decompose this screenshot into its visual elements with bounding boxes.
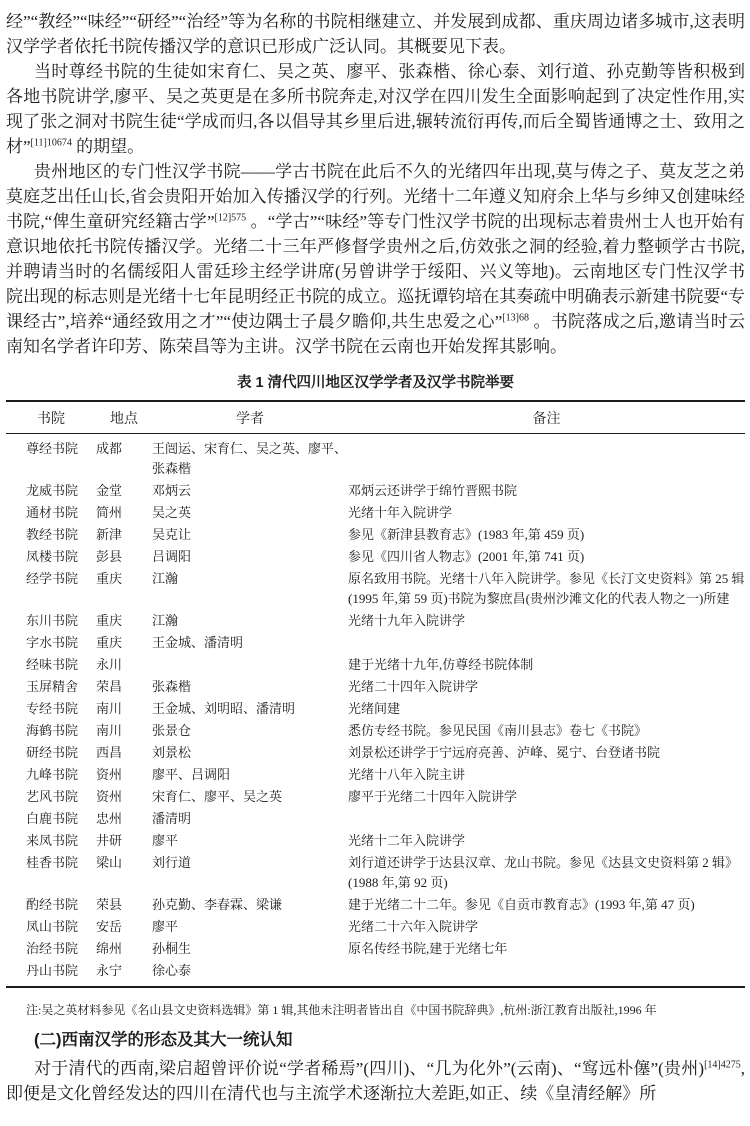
table-cell: 酌经书院: [26, 897, 79, 912]
table-cell: 光绪十八年入院主讲: [348, 767, 466, 782]
paragraph-guizhou-yunnan: [6, 159, 745, 359]
col-header-place: 地点: [96, 401, 152, 434]
table-cell: 吕调阳: [152, 549, 192, 564]
paragraph-southwest: [6, 1056, 745, 1106]
table-cell: 西昌: [96, 745, 123, 760]
table-cell: 来凤书院: [26, 833, 79, 848]
citation-marker: [14]4275: [704, 1059, 741, 1071]
table-cell: 永川: [96, 657, 123, 672]
table-row: [6, 916, 745, 938]
paragraph-text: 的期望。: [71, 137, 145, 156]
table-cell: 悉仿专经书院。参见民国《南川县志》卷七《书院》: [348, 723, 648, 738]
table-cell: 孙桐生: [152, 941, 192, 956]
table-cell: 新津: [96, 527, 123, 542]
table-cell: 治经书院: [26, 941, 79, 956]
table-cell: 彭县: [96, 549, 123, 564]
table-row: [6, 808, 745, 830]
table-cell: 资州: [96, 767, 123, 782]
table-cell: 光绪十二年入院讲学: [348, 833, 466, 848]
paragraph-text: 。书院落成之后,邀请当时云南知名学者许印芳、陈荣昌等为主讲。汉学书院在云南也开始发挥其影响。: [6, 312, 746, 356]
paragraph-text: 当时尊经书院的生徒如宋育仁、吴之英、廖平、张森楷、徐心泰、刘行道、孙克勤等皆积极到各地书院讲学,廖平、吴之英更是在多所书院奔走,对汉学在四川发生全面影响起到了决定性作用,实现了张之洞对书院生徒“学成而归,各以倡导其乡里后进,辗转流衍再传,而后全蜀皆通博之士、致用之材”: [6, 62, 745, 156]
table-row: [6, 654, 745, 676]
table-body: [6, 434, 745, 988]
table-cell: 绵州: [96, 941, 123, 956]
table-cell: 建于光绪二十二年。参见《自贡市教育志》(1993 年,第 47 页): [348, 897, 695, 912]
table-cell: 建于光绪十九年,仿尊经书院体制: [348, 657, 534, 672]
paragraph-continuation: 经”“教经”“味经”“研经”“治经”等为名称的书院相继建立、并发展到成都、重庆周边诸多城市,这表明汉学学者依托书院传播汉学的意识已形成广泛认同。其概要见下表。: [6, 12, 745, 56]
table-row: [6, 568, 745, 610]
table-cell: 白鹿书院: [26, 811, 79, 826]
table-cell: 孙克勤、李春霖、梁谦: [152, 897, 283, 912]
table-cell: [348, 960, 745, 987]
table-cell: 廖平: [152, 919, 179, 934]
table-cell: 参见《四川省人物志》(2001 年,第 741 页): [348, 549, 585, 564]
table-cell: 丹山书院: [26, 963, 79, 978]
table-row: [6, 434, 745, 481]
table-cell: 简州: [96, 505, 123, 520]
table-cell: 安岳: [96, 919, 123, 934]
table-cell: 桂香书院: [26, 855, 79, 870]
paragraph-scholars: [6, 59, 745, 159]
table-row: [6, 894, 745, 916]
table-cell: 光绪十年入院讲学: [348, 505, 453, 520]
academies-table: [6, 400, 745, 988]
table-cell: 廖平于光绪二十四年入院讲学: [348, 789, 518, 804]
table-cell: 原名致用书院。光绪十八年入院讲学。参见《长汀文史资料》第 25 辑(1995 年,第 59 页)书院为黎庶昌(贵州沙滩文化的代表人物之一)所建: [348, 571, 745, 606]
table-row: [6, 830, 745, 852]
table-row: [6, 742, 745, 764]
table-cell: 吴之英: [152, 505, 192, 520]
table-row: [6, 546, 745, 568]
table-row: [6, 632, 745, 654]
paragraph-text: 。“学古”“味经”等专门性汉学书院的出现标志着贵州士人也开始有意识地依托书院传播汉学。光绪二十三年严修督学贵州之后,仿效张之洞的经验,着力整顿学古书院,并聘请当时的名儒绥阳人雷廷珍主经学讲席(另曾讲学于绥阳、兴义等地)。云南地区专门性汉学书院出现的标志则是光绪十七年昆明经正书院的成立。巡抚谭钧培在其奏疏中明确表示新建书院要“专课经古”,培养“通经致用之才”“使边隅士子晨夕瞻仰,共生忠爱之心”: [6, 212, 745, 331]
table-row: [6, 610, 745, 632]
table-cell: [348, 808, 745, 830]
table-row: [6, 698, 745, 720]
table-cell: 尊经书院: [26, 441, 79, 456]
citation-marker: [12]575: [214, 212, 247, 224]
table-cell: 荣昌: [96, 679, 123, 694]
table-cell: 徐心泰: [152, 963, 192, 978]
table-title: 表 1 清代四川地区汉学学者及汉学书院举要: [236, 375, 515, 391]
table-cell: 王闿运、宋育仁、吴之英、廖平、张森楷: [152, 441, 348, 476]
table-header: [6, 401, 745, 434]
table-cell: 重庆: [96, 635, 123, 650]
table-cell: 经味书院: [26, 657, 79, 672]
paragraph-text: 贵州地区的专门性汉学书院——学古书院在此后不久的光绪四年出现,莫与俦之子、莫友芝之弟莫庭芝出任山长,省会贵阳开始加入传播汉学的行列。光绪十二年遵义知府余上华与乡绅又创建味经书院,“俾生童研究经籍古学”: [6, 162, 745, 231]
table-cell: 凤楼书院: [26, 549, 79, 564]
paragraph-text: ,即便是文化曾经发达的四川在清代也与主流学术逐渐拉大差距,如正、续《皇清经解》所: [6, 1059, 745, 1103]
table-cell: 研经书院: [26, 745, 79, 760]
table-cell: 王金城、刘明昭、潘清明: [152, 701, 296, 716]
table-cell: 刘景松: [152, 745, 192, 760]
table-note: 注:吴之英材料参见《名山县文史资料选辑》第 1 辑,其他未注明者皆出自《中国书院辞典》,杭州:浙江教育出版社,1996 年: [26, 1003, 657, 1017]
table-cell: 教经书院: [26, 527, 79, 542]
table-cell: 宋育仁、廖平、吴之英: [152, 789, 283, 804]
table-cell: 原名传经书院,建于光绪七年: [348, 941, 508, 956]
col-header-academy: 书院: [6, 401, 96, 434]
table-cell: 海鹤书院: [26, 723, 79, 738]
table-cell: 经学书院: [26, 571, 79, 586]
table-cell: 张景仓: [152, 723, 192, 738]
table-cell: 刘景松还讲学于宁远府亮善、泸峰、冕宁、台登诸书院: [348, 745, 661, 760]
citation-marker: [11]10674: [30, 137, 72, 149]
table-cell: 王金城、潘清明: [152, 635, 244, 650]
table-cell: 廖平、吕调阳: [152, 767, 231, 782]
table-row: [6, 786, 745, 808]
table-cell: 艺风书院: [26, 789, 79, 804]
table-cell: 东川书院: [26, 613, 79, 628]
table-cell: 重庆: [96, 613, 123, 628]
table-cell: 张森楷: [152, 679, 192, 694]
paragraph-text: 对于清代的西南,梁启超曾评价说“学者稀焉”(四川)、“几为化外”(云南)、“窎远朴僿”(贵州): [34, 1059, 705, 1078]
table-row: [6, 764, 745, 786]
table-cell: 光绪二十六年入院讲学: [348, 919, 479, 934]
table-cell: 光绪间建: [348, 701, 401, 716]
table-cell: 邓炳云: [152, 483, 192, 498]
table-cell: 成都: [96, 441, 123, 456]
table-cell: 邓炳云还讲学于绵竹晋熙书院: [348, 483, 518, 498]
section-heading: (二)西南汉学的形态及其大一统认知: [34, 1031, 293, 1049]
table-row: [6, 502, 745, 524]
table-cell: 九峰书院: [26, 767, 79, 782]
table-cell: 玉屏精舍: [26, 679, 79, 694]
table-cell: 通材书院: [26, 505, 79, 520]
table-cell: 廖平: [152, 833, 179, 848]
table-cell: 金堂: [96, 483, 123, 498]
table-cell: [152, 654, 348, 676]
table-cell: 龙威书院: [26, 483, 79, 498]
citation-marker: [13]68: [502, 312, 529, 324]
table-cell: [348, 434, 745, 481]
table-cell: 南川: [96, 723, 123, 738]
table-cell: 字水书院: [26, 635, 79, 650]
table-cell: 光绪十九年入院讲学: [348, 613, 466, 628]
table-cell: 梁山: [96, 855, 123, 870]
table-cell: 资州: [96, 789, 123, 804]
table-header-row: [6, 401, 745, 434]
col-header-remark: 备注: [348, 401, 745, 434]
table-row: [6, 960, 745, 987]
table-cell: 参见《新津县教育志》(1983 年,第 459 页): [348, 527, 585, 542]
table-cell: 江瀚: [152, 613, 179, 628]
table-row: [6, 676, 745, 698]
table-row: [6, 480, 745, 502]
table-cell: 重庆: [96, 571, 123, 586]
table-cell: 江瀚: [152, 571, 179, 586]
col-header-scholar: 学者: [152, 401, 348, 434]
table-row: [6, 938, 745, 960]
table-row: [6, 524, 745, 546]
table-row: [6, 720, 745, 742]
table-cell: [348, 632, 745, 654]
table-cell: 潘清明: [152, 811, 192, 826]
table-cell: 光绪二十四年入院讲学: [348, 679, 479, 694]
table-cell: 南川: [96, 701, 123, 716]
table-cell: 荣县: [96, 897, 123, 912]
table-cell: 刘行道: [152, 855, 192, 870]
table-cell: 凤山书院: [26, 919, 79, 934]
table-cell: 吴克让: [152, 527, 192, 542]
table-cell: 永宁: [96, 963, 123, 978]
table-cell: 忠州: [96, 811, 123, 826]
table-cell: 井研: [96, 833, 123, 848]
table-cell: 刘行道还讲学于达县汉章、龙山书院。参见《达县文史资料第 2 辑》(1988 年,第 92 页): [348, 855, 739, 890]
table-row: [6, 852, 745, 894]
table-cell: 专经书院: [26, 701, 79, 716]
